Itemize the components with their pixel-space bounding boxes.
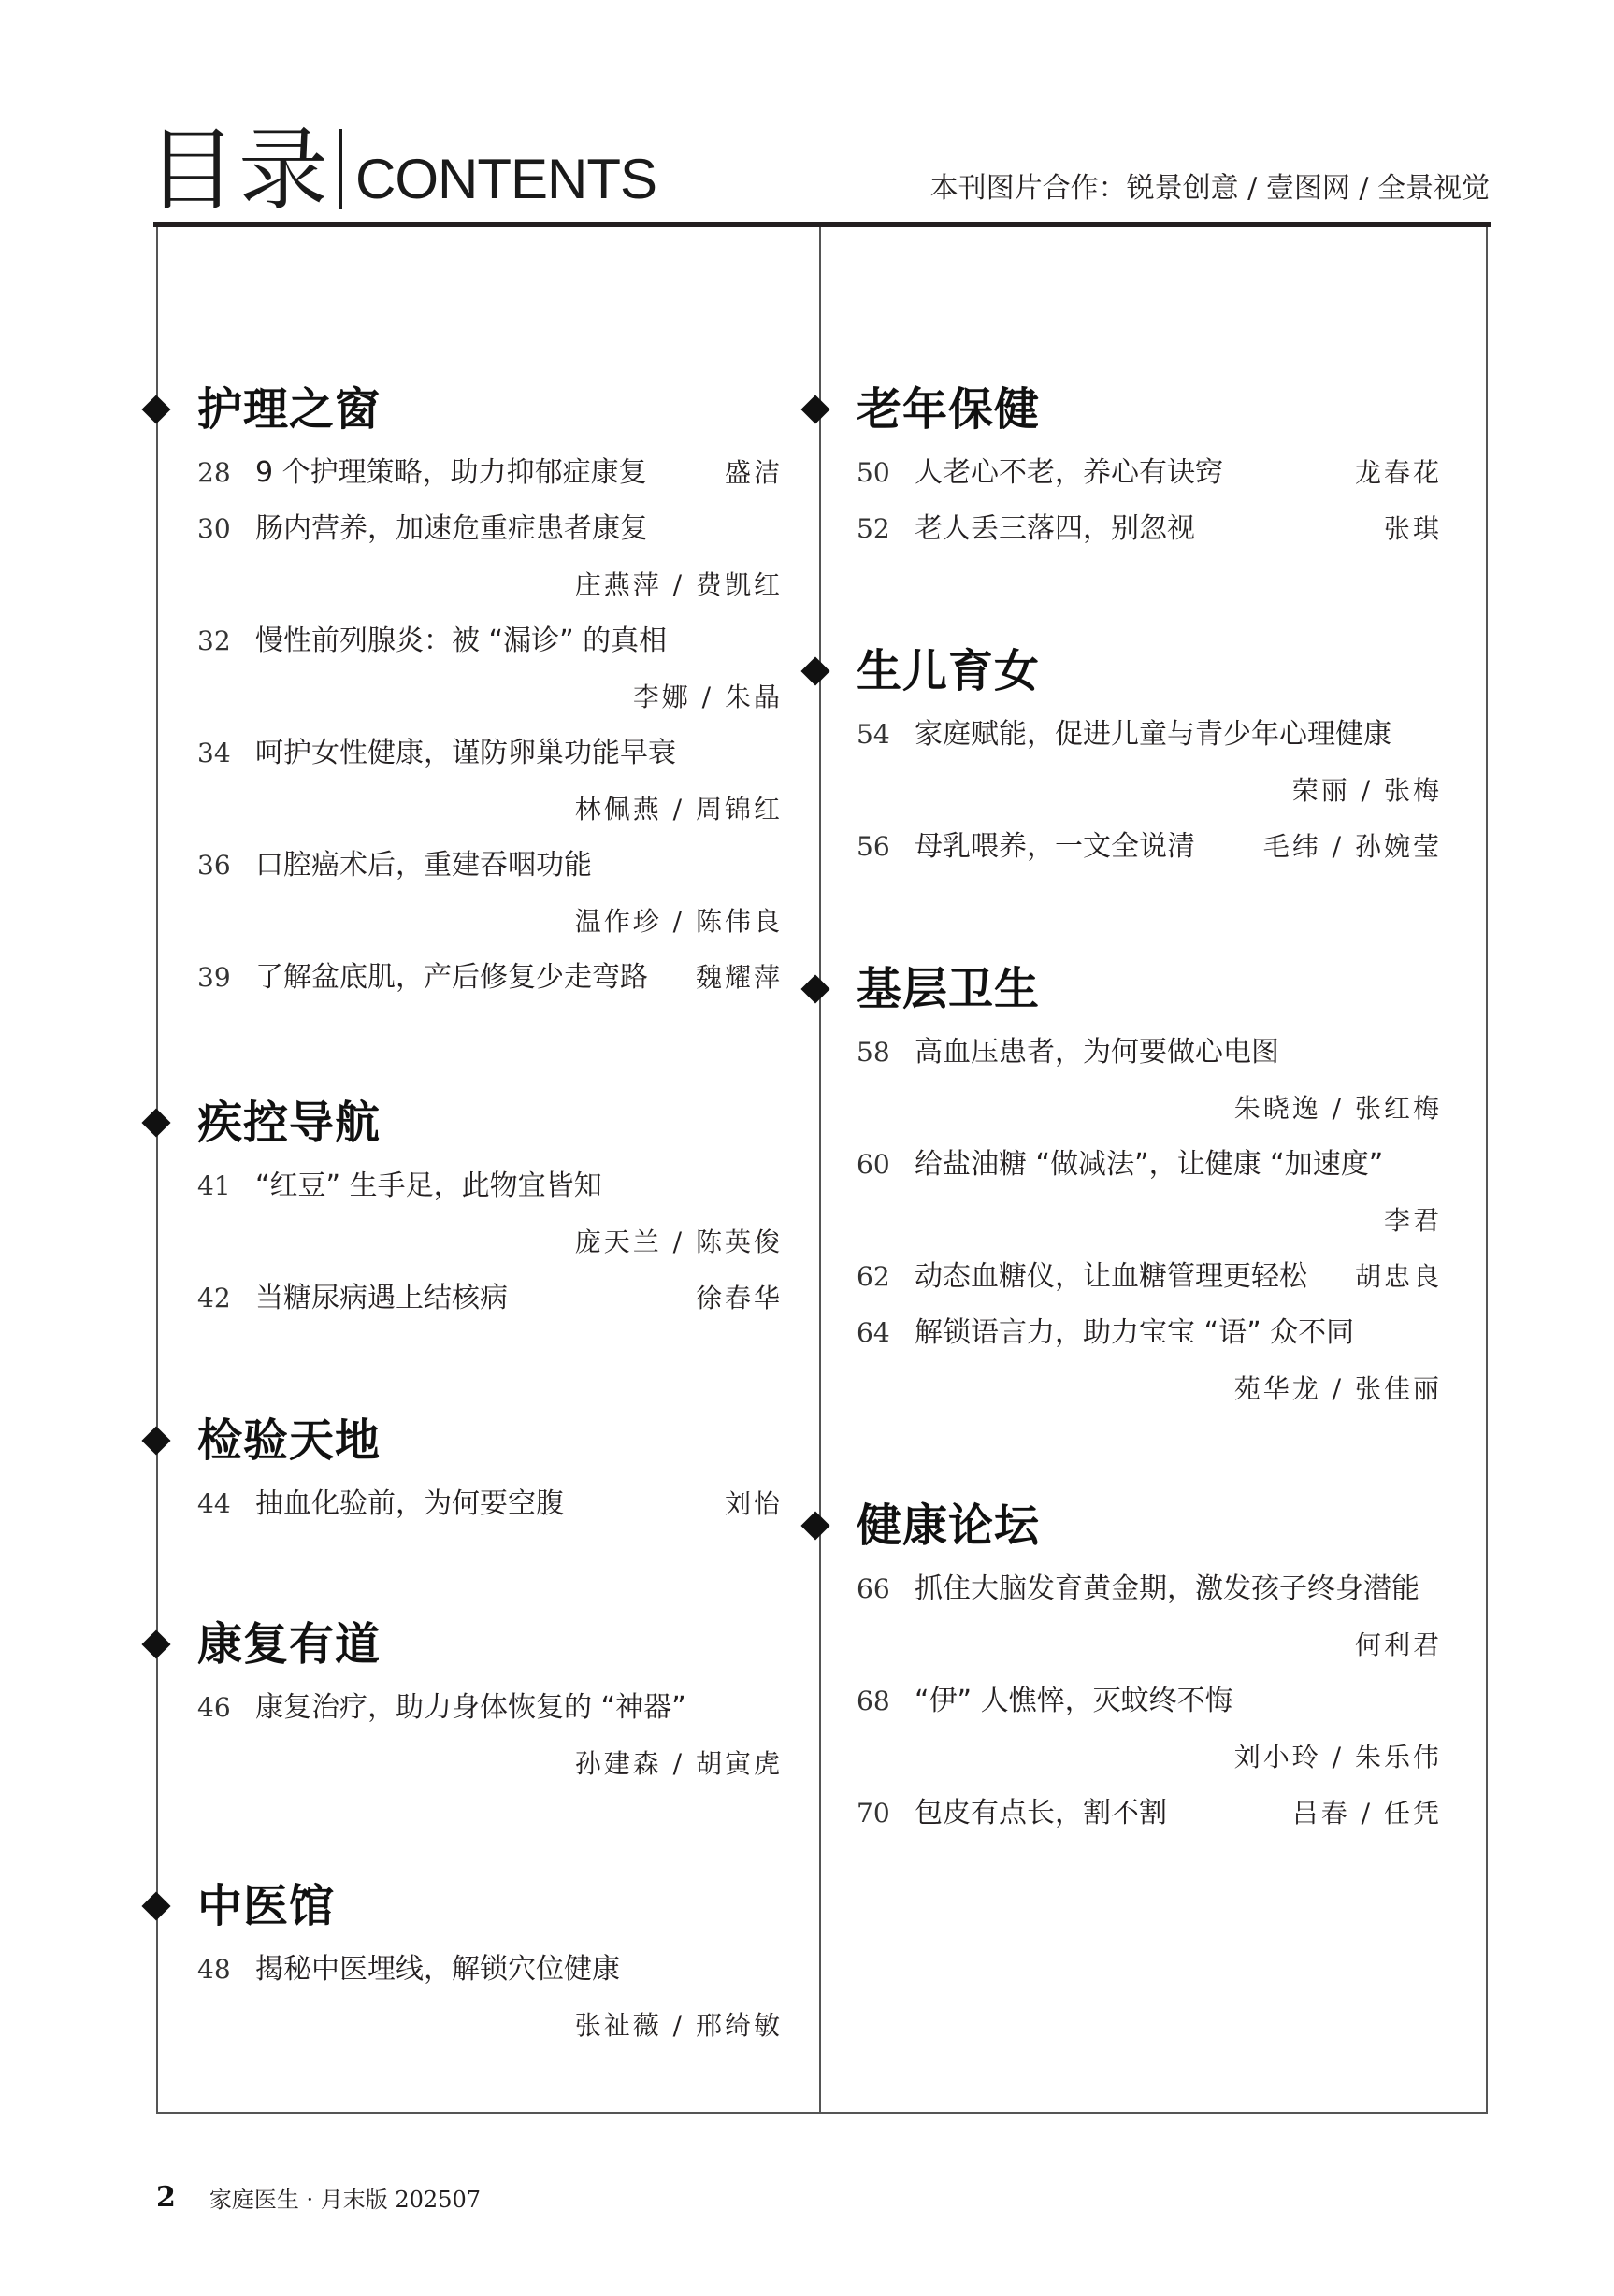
article-title: 包皮有点长，割不割 — [915, 1797, 1167, 1830]
article-title: 呵护女性健康，谨防卵巢功能早衰 — [255, 737, 676, 769]
article-title: 肠内营养，加速危重症患者康复 — [255, 512, 648, 545]
article-author: 朱晓逸 / 张红梅 — [1233, 1093, 1442, 1124]
article-author: 李君 — [1383, 1205, 1442, 1236]
page-number: 34 — [197, 738, 231, 768]
page-number: 66 — [857, 1573, 890, 1604]
diamond-icon — [141, 1891, 170, 1920]
article-author: 刘怡 — [724, 1488, 783, 1519]
page-footer — [156, 2178, 481, 2216]
section — [805, 954, 1460, 1417]
article-author: 庄燕萍 / 费凯红 — [574, 569, 783, 600]
diamond-icon — [141, 1629, 170, 1658]
article-author: 魏耀萍 — [695, 962, 783, 993]
article-author: 徐春华 — [695, 1283, 783, 1313]
article-author: 林佩燕 / 周锦红 — [574, 794, 783, 825]
page-number: 62 — [857, 1261, 890, 1292]
article-author: 苑华龙 / 张佳丽 — [1233, 1373, 1442, 1404]
article-title: 抓住大脑发育黄金期，激发孩子终身潜能 — [915, 1572, 1419, 1605]
page-number: 44 — [197, 1488, 231, 1519]
toc-entry[interactable] — [857, 1025, 1442, 1137]
diamond-icon — [800, 974, 829, 1003]
toc-entry[interactable] — [857, 1305, 1442, 1417]
page-number: 68 — [857, 1686, 890, 1716]
page-number: 54 — [857, 719, 890, 750]
section — [146, 1609, 800, 1792]
footer-page-number: 2 — [156, 2180, 176, 2214]
page-number: 39 — [197, 962, 231, 993]
article-author: 荣丽 / 张梅 — [1291, 775, 1442, 806]
section — [805, 374, 1460, 557]
article-title: 母乳喂养，一文全说清 — [915, 830, 1195, 863]
section — [146, 374, 800, 1006]
page-number: 48 — [197, 1954, 231, 1985]
toc-entry[interactable] — [857, 501, 1442, 557]
diamond-icon — [141, 395, 170, 423]
page-title — [147, 112, 656, 222]
title-separator — [339, 129, 342, 209]
article-title: 了解盆底肌，产后修复少走弯路 — [255, 961, 648, 994]
article-title: “伊” 人憔悴，灭蚊终不悔 — [915, 1685, 1233, 1717]
page-number: 70 — [857, 1798, 890, 1829]
article-title: 当糖尿病遇上结核病 — [255, 1282, 508, 1314]
section — [805, 1490, 1460, 1842]
photo-credit: 本刊图片合作：锐景创意 / 壹图网 / 全景视觉 — [929, 172, 1490, 205]
page-number: 46 — [197, 1692, 231, 1723]
toc-entry[interactable] — [857, 1786, 1442, 1842]
toc-entry[interactable] — [197, 613, 783, 725]
diamond-icon — [800, 1511, 829, 1540]
page-number: 60 — [857, 1149, 890, 1180]
diamond-icon — [800, 656, 829, 685]
article-author: 刘小玲 / 朱乐伟 — [1233, 1742, 1442, 1772]
section-title: 护理之窗 — [197, 383, 382, 436]
article-title: 老人丢三落四，别忽视 — [915, 512, 1195, 545]
toc-entry[interactable] — [197, 501, 783, 613]
article-title: 家庭赋能，促进儿童与青少年心理健康 — [915, 718, 1391, 751]
page-number: 58 — [857, 1037, 890, 1068]
article-title: 揭秘中医埋线，解锁穴位健康 — [255, 1953, 620, 1986]
diamond-icon — [141, 1426, 170, 1455]
toc-entry[interactable] — [197, 950, 783, 1006]
article-author: 李娜 / 朱晶 — [632, 682, 783, 712]
page-number: 30 — [197, 513, 231, 544]
section-title: 疾控导航 — [197, 1097, 382, 1149]
article-author: 盛洁 — [724, 457, 783, 488]
toc-entry[interactable] — [197, 725, 783, 838]
article-title: “红豆” 生手足，此物宜皆知 — [255, 1170, 602, 1202]
article-title: 9 个护理策略，助力抑郁症康复 — [255, 456, 647, 489]
page-number: 52 — [857, 513, 890, 544]
article-author: 龙春花 — [1354, 457, 1442, 488]
article-author: 温作珍 / 陈伟良 — [574, 906, 783, 937]
section — [805, 636, 1460, 875]
section-title: 健康论坛 — [857, 1500, 1041, 1552]
article-title: 康复治疗，助力身体恢复的 “神器” — [255, 1691, 686, 1724]
toc-entry[interactable] — [197, 1270, 783, 1327]
article-title: 动态血糖仪，让血糖管理更轻松 — [915, 1260, 1307, 1293]
page-number: 36 — [197, 850, 231, 881]
diamond-icon — [141, 1108, 170, 1137]
section — [146, 1087, 800, 1327]
article-title: 高血压患者，为何要做心电图 — [915, 1036, 1279, 1069]
title-chinese: 目录 — [147, 118, 330, 222]
toc-entry[interactable] — [857, 1673, 1442, 1786]
article-author: 孙建森 / 胡寅虎 — [574, 1748, 783, 1779]
article-author: 胡忠良 — [1354, 1261, 1442, 1292]
section-title: 老年保健 — [857, 383, 1041, 436]
toc-entry[interactable] — [197, 838, 783, 950]
article-title: 口腔癌术后，重建吞咽功能 — [255, 849, 592, 882]
page-number: 56 — [857, 831, 890, 862]
title-english: CONTENTS — [355, 148, 656, 210]
toc-entry[interactable] — [857, 1137, 1442, 1249]
toc-entry[interactable] — [857, 1561, 1442, 1673]
toc-entry[interactable] — [857, 707, 1442, 819]
footer-magazine-name: 家庭医生 · 月末版 202507 — [209, 2186, 482, 2213]
toc-entry[interactable] — [197, 1680, 783, 1792]
article-title: 人老心不老，养心有诀窍 — [915, 456, 1223, 489]
article-title: 抽血化验前，为何要空腹 — [255, 1487, 564, 1520]
section-title: 中医馆 — [197, 1880, 336, 1932]
diamond-icon — [800, 395, 829, 423]
article-author: 何利君 — [1354, 1629, 1442, 1660]
section-title: 康复有道 — [197, 1618, 382, 1671]
page-number: 42 — [197, 1283, 231, 1313]
toc-entry[interactable] — [197, 445, 783, 501]
article-title: 解锁语言力，助力宝宝 “语” 众不同 — [915, 1316, 1355, 1349]
toc-entry[interactable] — [857, 1249, 1442, 1305]
toc-entry[interactable] — [857, 819, 1442, 875]
page-number: 41 — [197, 1170, 231, 1201]
page-number: 50 — [857, 457, 890, 488]
article-title: 给盐油糖 “做减法”，让健康 “加速度” — [915, 1148, 1384, 1181]
article-author: 庞天兰 / 陈英俊 — [574, 1227, 783, 1257]
article-author: 毛纬 / 孙婉莹 — [1262, 831, 1442, 862]
article-title: 慢性前列腺炎：被 “漏诊” 的真相 — [255, 624, 668, 657]
article-author: 张琪 — [1383, 513, 1442, 544]
section-title: 基层卫生 — [857, 963, 1041, 1015]
article-author: 张祉薇 / 邢绮敏 — [574, 2010, 783, 2041]
section — [146, 1405, 800, 1532]
toc-entry[interactable] — [197, 1476, 783, 1532]
page-number: 28 — [197, 457, 231, 488]
section-title: 生儿育女 — [857, 645, 1041, 697]
page-number: 64 — [857, 1317, 890, 1348]
toc-entry[interactable] — [197, 1158, 783, 1270]
toc-entry[interactable] — [197, 1942, 783, 2054]
section-title: 检验天地 — [197, 1414, 382, 1467]
article-author: 吕春 / 任凭 — [1291, 1798, 1442, 1829]
toc-entry[interactable] — [857, 445, 1442, 501]
section — [146, 1871, 800, 2054]
page-number: 32 — [197, 625, 231, 656]
